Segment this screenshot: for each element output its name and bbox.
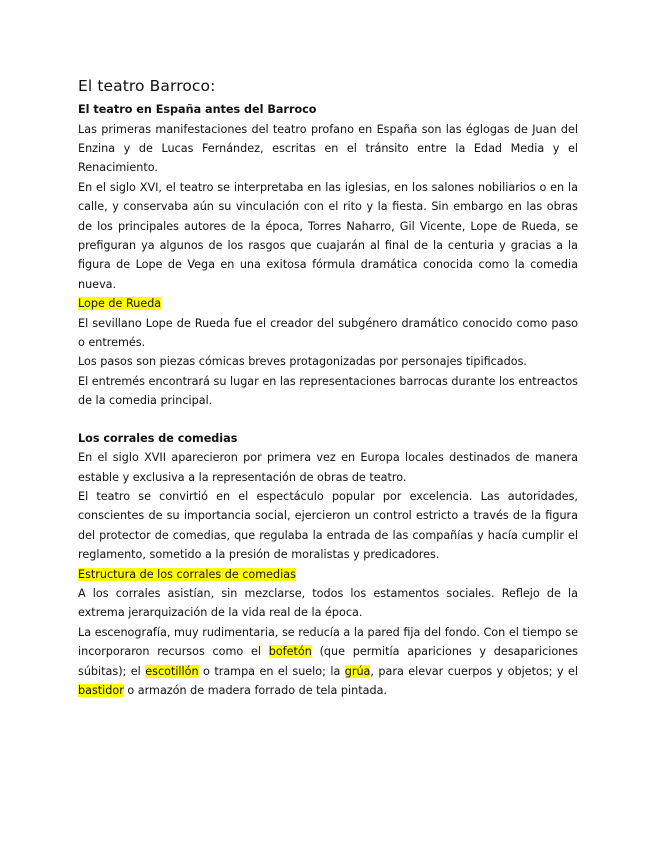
highlighted-term-escotillon: escotillón	[145, 664, 199, 678]
paragraph-rueda-3: El entremés encontrará su lugar en las representaciones barrocas durante los entreactos de la comedia principal.	[78, 374, 578, 408]
highlighted-term-grua: grúa	[344, 664, 371, 678]
document-page	[78, 76, 578, 700]
highlighted-term-bofeton: bofetón	[268, 645, 312, 659]
subheading-lope-de-rueda	[78, 294, 578, 313]
section-heading-intro: El teatro en España antes del Barroco	[78, 103, 317, 116]
highlighted-term-bastidor: bastidor	[78, 683, 124, 697]
section-spacer	[78, 411, 578, 429]
text-fragment: o trampa en el suelo; la	[198, 664, 345, 678]
paragraph-corrales-1: En el siglo XVII aparecieron por primera vez en Europa locales destinados de manera estable y exclusiva a la representación de obras de teatro.	[78, 451, 578, 484]
text-fragment: , para elevar cuerpos y objetos; y el	[370, 664, 579, 678]
text-fragment: (que permitía apariciones y desapariciones súbitas); el	[78, 645, 578, 678]
paragraph-corrales-2: El teatro se convirtió en el espectáculo popular por excelencia. Las autoridades, conscientes de su importancia social, ejercieron un control estricto a través de la figura del protector de comedias, que regulaba la entrada de las compañías y hacía cumplir el reglamento, sometido a la presión de moralistas y predicadores.	[78, 489, 578, 562]
text-fragment: o armazón de madera forrado de tela pintada.	[123, 683, 387, 697]
section-heading-corrales: Los corrales de comedias	[78, 431, 238, 445]
subheading-estructura	[78, 565, 578, 584]
paragraph-rueda-1: El sevillano Lope de Rueda fue el creador del subgénero dramático conocido como paso o entremés.	[78, 316, 578, 349]
page-title: El teatro Barroco:	[78, 77, 216, 95]
paragraph-estructura-1: A los corrales asistían, sin mezclarse, todos los estamentos sociales. Reflejo de la extrema jerarquización de la vida real de la época.	[78, 586, 578, 620]
paragraph-intro-2: En el siglo XVI, el teatro se interpretaba en las iglesias, en los salones nobiliarios o en la calle, y conservaba aún su vinculación con el rito y la fiesta. Sin embargo en las obras de los principales autores de la época, Torres Naharro, Gil Vicente, Lope de Rueda, se prefiguran ya algunos de los rasgos que cuajarán al final de la centuria y gracias a la figura de Lope de Vega en una exitosa fórmula dramática conocida como la comedia nueva.	[78, 180, 578, 291]
paragraph-rueda-2: Los pasos son piezas cómicas breves protagonizadas por personajes tipificados.	[78, 355, 527, 369]
highlighted-heading-lope-de-rueda: Lope de Rueda	[78, 297, 162, 311]
highlighted-heading-estructura: Estructura de los corrales de comedias	[78, 567, 296, 581]
text-fragment: La escenografía, muy rudimentaria, se reducía a la pared fija del fondo. Con el tiempo se incorporaron recursos como el	[78, 625, 578, 659]
paragraph-estructura-2	[78, 623, 578, 701]
paragraph-intro-1: Las primeras manifestaciones del teatro profano en España son las églogas de Juan del Enzina y de Lucas Fernández, escritas en el tránsito entre la Edad Media y el Renacimiento.	[78, 122, 578, 175]
